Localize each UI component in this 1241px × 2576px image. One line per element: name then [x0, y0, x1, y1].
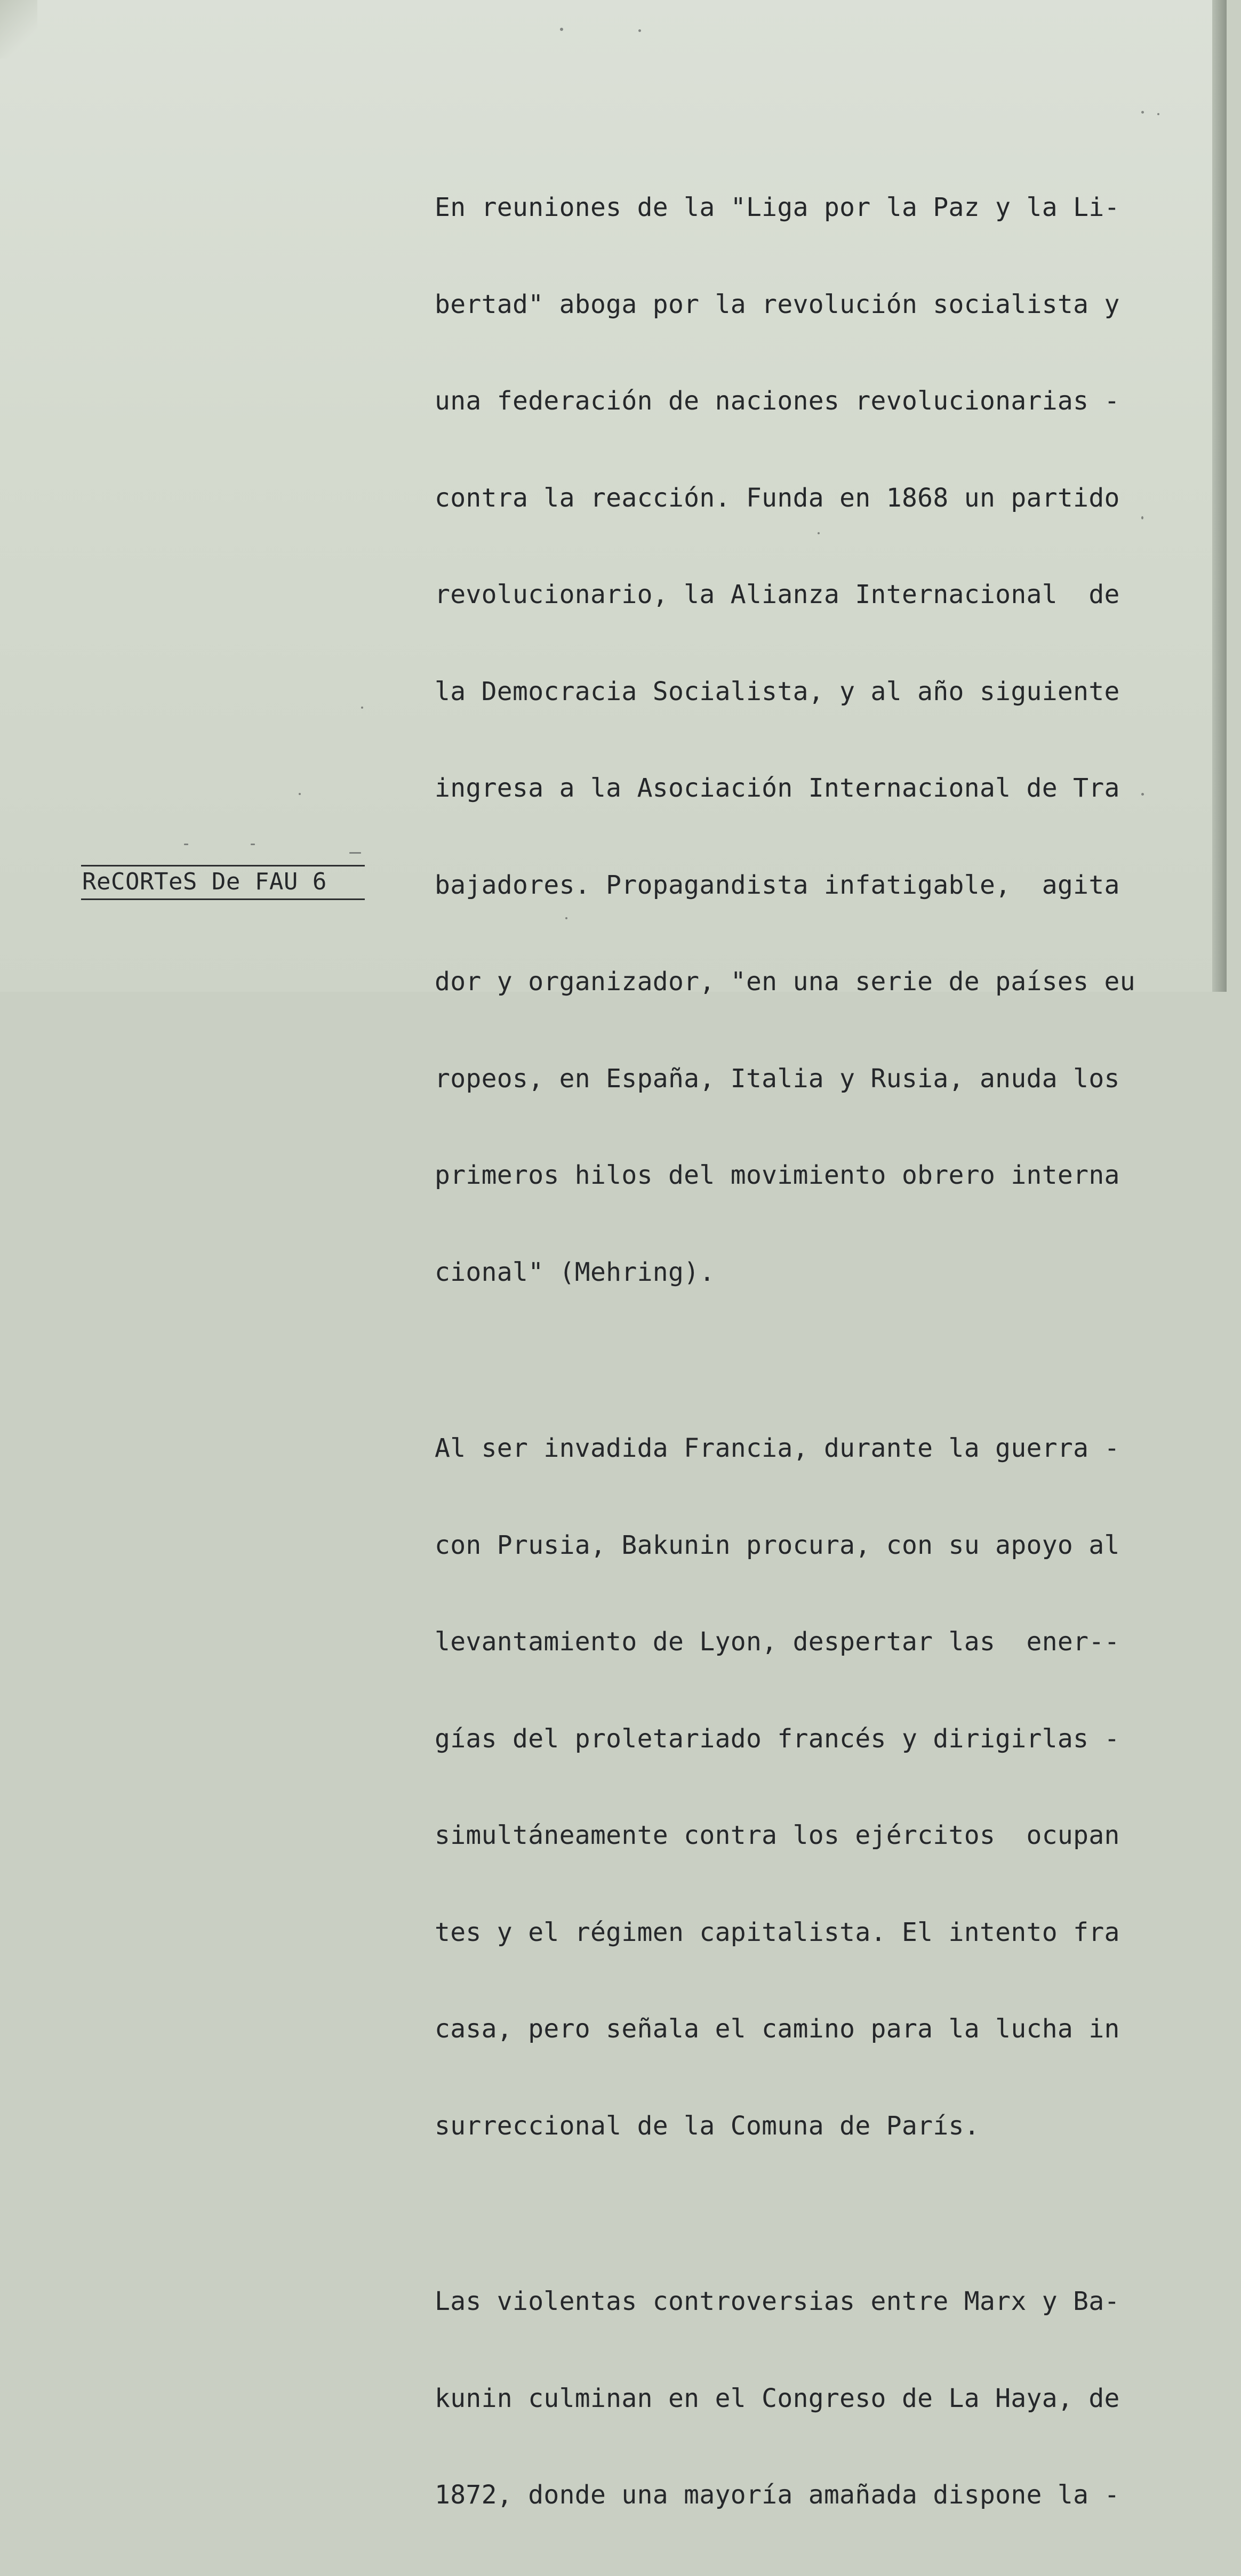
text-line: simultáneamente contra los ejércitos ocupan [435, 1820, 1120, 1850]
text-line: bajadores. Propagandista infatigable, agita [435, 870, 1120, 900]
text-line: cional" (Mehring). [435, 1257, 715, 1287]
paper-speck [184, 844, 188, 845]
text-line: levantamiento de Lyon, despertar las ener-- [435, 1627, 1120, 1657]
text-line: una federación de naciones revolucionarias - [435, 386, 1120, 416]
text-line: la Democracia Socialista, y al año siguiente [435, 676, 1120, 707]
paragraph-3 [435, 2221, 1160, 2576]
text-line: Al ser invadida Francia, durante la guerra - [435, 1433, 1120, 1463]
text-line: tes y el régimen capitalista. El intento fra [435, 1917, 1120, 1947]
text-line: contra la reacción. Funda en 1868 un partido [435, 483, 1120, 513]
text-line: ropeos, en España, Italia y Rusia, anuda los [435, 1063, 1120, 1094]
paper-speck [565, 917, 567, 919]
paper-speck [1141, 111, 1144, 114]
text-line: 1872, donde una mayoría amañada dispone la - [435, 2480, 1120, 2510]
typewritten-text-block [435, 127, 1160, 2576]
text-line: ingresa a la Asociación Internacional de Tra [435, 773, 1120, 803]
paper-speck [361, 707, 363, 709]
text-line: Las violentas controversias entre Marx y Ba- [435, 2286, 1120, 2316]
text-line: gías del proletariado francés y dirigirlas - [435, 1723, 1120, 1754]
paragraph-1 [435, 127, 1160, 1353]
paper-speck [1157, 113, 1159, 115]
text-line: En reuniones de la "Liga por la Paz y la Li- [435, 192, 1120, 222]
text-line: kunin culminan en el Congreso de La Haya, de [435, 2383, 1120, 2413]
paper-speck [638, 29, 641, 32]
text-line: primeros hilos del movimiento obrero interna [435, 1160, 1120, 1190]
paper-speck [251, 844, 255, 845]
text-line: revolucionario, la Alianza Internacional de [435, 580, 1120, 609]
text-line: con Prusia, Bakunin procura, con su apoyo al [435, 1530, 1120, 1560]
paper-speck [1141, 793, 1144, 796]
text-line: surreccional de la Comuna de París. [435, 2110, 980, 2141]
paper-speck [299, 793, 301, 795]
text-line: casa, pero señala el camino para la lucha in [435, 2014, 1120, 2044]
publication-label: ReCORTeS De FAU 6 [81, 865, 365, 900]
paragraph-2 [435, 1368, 1160, 2206]
paper-speck [349, 852, 361, 854]
text-line: bertad" aboga por la revolución socialista y [435, 289, 1120, 319]
text-line: dor y organizador, "en una serie de países eu [435, 967, 1135, 997]
paper-speck [818, 532, 820, 534]
paper-speck [1141, 516, 1143, 519]
corner-shadow [0, 0, 37, 59]
paper-speck [560, 28, 563, 31]
paper-edge-shadow [1212, 0, 1227, 992]
